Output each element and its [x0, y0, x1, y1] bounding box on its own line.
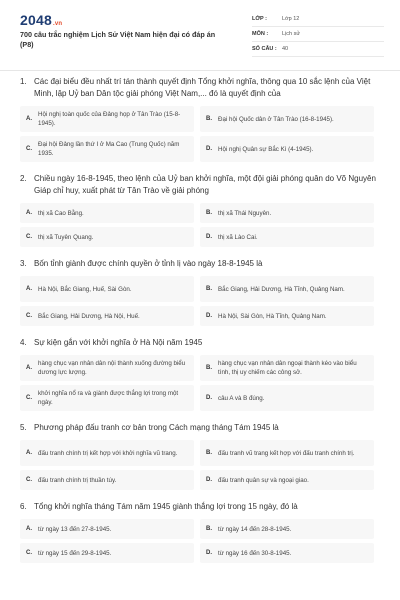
option-b[interactable] — [200, 106, 374, 132]
option-a[interactable] — [20, 519, 194, 539]
option-text: từ ngày 13 đến 27-8-1945. — [38, 525, 112, 533]
option-text: Hà Nội, Bắc Giang, Huế, Sài Gòn. — [38, 285, 132, 293]
option-letter: A. — [26, 365, 32, 371]
option-c[interactable] — [20, 136, 194, 162]
options-grid — [20, 203, 380, 247]
meta-label: SỐ CÂU : — [252, 46, 277, 52]
options-grid — [20, 355, 380, 411]
question-list — [0, 76, 400, 574]
question-4 — [0, 337, 400, 411]
options-grid — [20, 276, 380, 326]
option-text: đấu tranh chính trị thuần túy. — [38, 476, 117, 484]
option-text: thị xã Tuyên Quang. — [38, 233, 94, 241]
option-letter: B. — [206, 526, 212, 532]
question-number: 1. — [20, 77, 27, 86]
option-d[interactable] — [200, 543, 374, 563]
options-grid — [20, 106, 380, 162]
option-letter: C. — [26, 146, 32, 152]
option-letter: D. — [206, 550, 212, 556]
option-a[interactable] — [20, 276, 194, 302]
option-letter: D. — [206, 395, 212, 401]
option-d[interactable] — [200, 227, 374, 247]
option-a[interactable] — [20, 355, 194, 381]
option-letter: B. — [206, 210, 212, 216]
option-text: Đại hội Đảng lần thứ I ở Ma Cao (Trung Quốc) năm 1935. — [38, 141, 180, 157]
meta-row-count — [252, 42, 384, 57]
option-text: Hà Nội, Sài Gòn, Hà Tĩnh, Quảng Nam. — [218, 312, 327, 320]
option-text: Bắc Giang, Hải Dương, Hà Tĩnh, Quảng Nam. — [218, 285, 345, 293]
option-c[interactable] — [20, 227, 194, 247]
option-text: Đại hội Quốc dân ở Tân Trào (16-8-1945). — [218, 115, 334, 123]
option-text: từ ngày 15 đến 29-8-1945. — [38, 549, 112, 557]
meta-value: Lịch sử — [282, 31, 301, 37]
option-letter: A. — [26, 450, 32, 456]
option-d[interactable] — [200, 136, 374, 162]
meta-row-subject — [252, 27, 384, 42]
option-b[interactable] — [200, 203, 374, 223]
option-letter: B. — [206, 286, 212, 292]
option-c[interactable] — [20, 306, 194, 326]
option-text: hàng chục vạn nhân dân ngoại thành kéo vào biểu tình, thị uy chiếm các công sở. — [218, 360, 357, 376]
question-number: 6. — [20, 502, 27, 511]
meta-row-class — [252, 12, 384, 27]
option-letter: B. — [206, 365, 212, 371]
option-text: từ ngày 14 đến 28-8-1945. — [218, 525, 292, 533]
option-letter: B. — [206, 116, 212, 122]
option-letter: D. — [206, 477, 212, 483]
meta-label: MÔN : — [252, 31, 269, 37]
option-b[interactable] — [200, 440, 374, 466]
question-text: Chiều ngày 16-8-1945, theo lệnh của Uỷ ban khởi nghĩa, một đội giải phóng quân do Võ Nguyên Giáp chỉ huy, xuất phát từ Tân Trào về giải phóng — [34, 174, 376, 195]
option-letter: C. — [26, 477, 32, 483]
options-grid — [20, 440, 380, 490]
logo-suffix: .vn — [52, 21, 63, 27]
option-text: từ ngày 16 đến 30-8-1945. — [218, 549, 292, 557]
meta-value: 40 — [282, 46, 289, 52]
option-letter: A. — [26, 526, 32, 532]
question-text: Tổng khởi nghĩa tháng Tám năm 1945 giành thắng lợi trong 15 ngày, đó là — [34, 502, 298, 511]
option-d[interactable] — [200, 470, 374, 490]
option-text: khởi nghĩa nổ ra và giành được thắng lợi trong một ngày. — [38, 390, 179, 406]
option-text: câu A và B đúng. — [218, 394, 265, 402]
page-header — [0, 0, 400, 71]
meta-value: Lớp 12 — [282, 16, 300, 22]
option-b[interactable] — [200, 355, 374, 381]
option-letter: D. — [206, 234, 212, 240]
option-letter: C. — [26, 550, 32, 556]
question-2 — [0, 173, 400, 247]
question-3 — [0, 258, 400, 326]
question-text: Bốn tỉnh giành được chính quyền ở tỉnh lị vào ngày 18-8-1945 là — [34, 259, 263, 268]
logo-main: 2048 — [20, 12, 52, 28]
option-text: đấu tranh quân sự và ngoại giao. — [218, 476, 309, 484]
option-text: Hội nghị toàn quốc của Đảng họp ở Tân Trào (15-8-1945). — [38, 111, 181, 127]
option-letter: D. — [206, 313, 212, 319]
option-letter: A. — [26, 210, 32, 216]
meta-label: LỚP : — [252, 16, 267, 22]
option-letter: D. — [206, 146, 212, 152]
document-title: 700 câu trắc nghiệm Lịch Sử Việt Nam hiện đại có đáp án (P8) — [20, 30, 216, 49]
option-letter: C. — [26, 395, 32, 401]
option-text: hàng chục vạn nhân dân nội thành xuống đường biểu dương lực lượng. — [38, 360, 186, 376]
option-a[interactable] — [20, 106, 194, 132]
option-letter: A. — [26, 116, 32, 122]
site-logo[interactable] — [20, 12, 62, 28]
question-6 — [0, 501, 400, 563]
option-text: Bắc Giang, Hải Dương, Hà Nội, Huế. — [38, 312, 140, 320]
question-text: Phương pháp đấu tranh cơ bản trong Cách mạng tháng Tám 1945 là — [34, 423, 279, 432]
option-c[interactable] — [20, 385, 194, 411]
option-text: thị xã Lào Cai. — [218, 233, 258, 241]
question-text: Các đại biểu đều nhất trí tán thành quyết định Tổng khởi nghĩa, thông qua 10 sắc lệnh của Việt Minh, lập Uỷ ban Dân tộc giải phóng Việt Nam,... đó là quyết định của — [34, 77, 371, 98]
option-text: đấu tranh vũ trang kết hợp với đấu tranh chính trị. — [218, 449, 355, 457]
option-a[interactable] — [20, 203, 194, 223]
option-letter: C. — [26, 313, 32, 319]
question-number: 5. — [20, 423, 27, 432]
question-5 — [0, 422, 400, 490]
question-number: 4. — [20, 338, 27, 347]
option-text: thị xã Cao Bằng. — [38, 209, 84, 217]
option-b[interactable] — [200, 519, 374, 539]
question-1 — [0, 76, 400, 162]
option-b[interactable] — [200, 276, 374, 302]
meta-info — [252, 12, 384, 57]
option-c[interactable] — [20, 543, 194, 563]
options-grid — [20, 519, 380, 563]
question-text: Sự kiện gắn với khởi nghĩa ở Hà Nội năm 1945 — [34, 338, 203, 347]
option-text: Hội nghị Quân sự Bắc Kì (4-1945). — [218, 145, 314, 153]
option-text: đấu tranh chính trị kết hợp với khởi nghĩa vũ trang. — [38, 449, 178, 457]
question-number: 2. — [20, 174, 27, 183]
option-letter: C. — [26, 234, 32, 240]
option-d[interactable] — [200, 306, 374, 326]
option-c[interactable] — [20, 470, 194, 490]
option-a[interactable] — [20, 440, 194, 466]
option-text: thị xã Thái Nguyên. — [218, 209, 272, 217]
option-d[interactable] — [200, 385, 374, 411]
option-letter: A. — [26, 286, 32, 292]
question-number: 3. — [20, 259, 27, 268]
option-letter: B. — [206, 450, 212, 456]
